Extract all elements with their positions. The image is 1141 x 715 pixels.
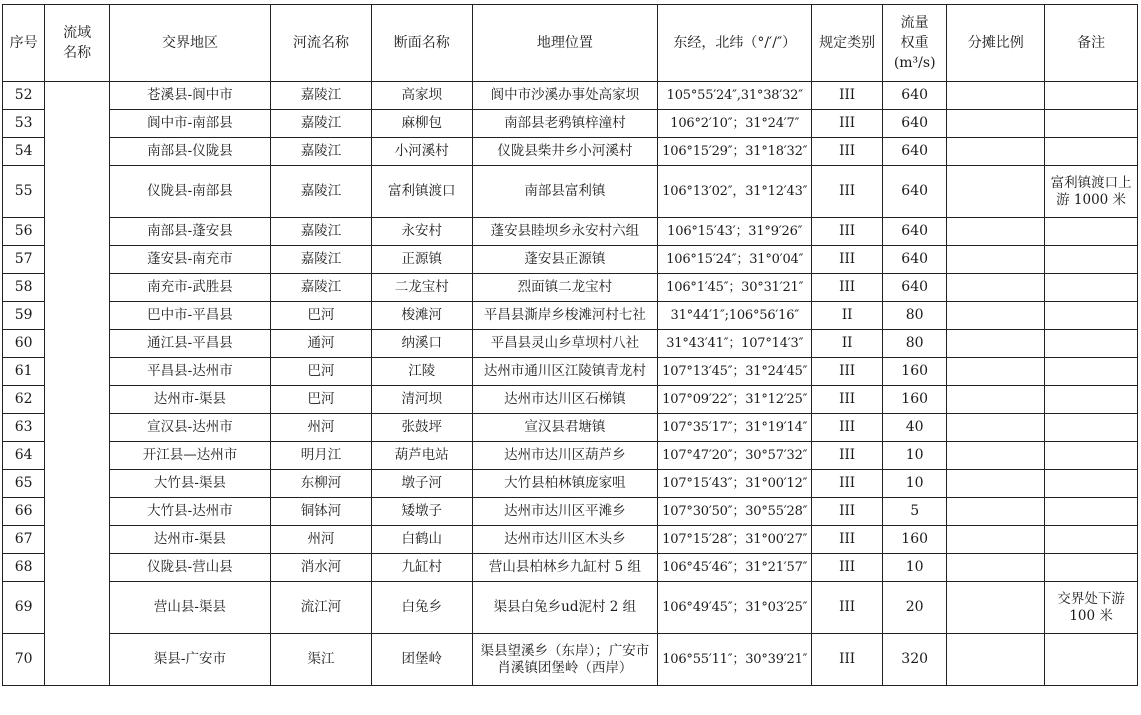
cell-river: 通河 (271, 330, 372, 358)
cell-coords: 106°1′45″；30°31′21″ (658, 274, 812, 302)
cell-river: 巴河 (271, 358, 372, 386)
cell-seq: 53 (3, 110, 45, 138)
cell-ratio (947, 634, 1045, 686)
cell-coords: 107°47′20″；30°57′32″ (658, 442, 812, 470)
cell-region: 开江县—达州市 (109, 442, 270, 470)
cell-coords: 106°55′11″；30°39′21″ (658, 634, 812, 686)
cell-category: II (812, 330, 883, 358)
table-row (3, 414, 1138, 442)
cell-category: III (812, 246, 883, 274)
cell-note (1045, 498, 1138, 526)
cell-category: II (812, 302, 883, 330)
cell-note (1045, 358, 1138, 386)
cell-ratio (947, 246, 1045, 274)
col-header-note: 备注 (1045, 5, 1138, 82)
cell-coords: 106°49′45″；31°03′25″ (658, 582, 812, 634)
cell-note (1045, 386, 1138, 414)
cell-river: 明月江 (271, 442, 372, 470)
table-row (3, 554, 1138, 582)
cell-river: 嘉陵江 (271, 82, 372, 110)
cell-region: 达州市-渠县 (109, 526, 270, 554)
cell-seq: 62 (3, 386, 45, 414)
cell-note: 富利镇渡口上游 1000 米 (1045, 166, 1138, 218)
cell-coords: 31°44′1″;106°56′16″ (658, 302, 812, 330)
cell-flow: 640 (882, 166, 947, 218)
cell-river: 铜钵河 (271, 498, 372, 526)
cell-river: 嘉陵江 (271, 218, 372, 246)
cell-ratio (947, 358, 1045, 386)
cell-river: 巴河 (271, 302, 372, 330)
cell-category: III (812, 634, 883, 686)
cell-location: 大竹县柏林镇庞家咀 (472, 470, 657, 498)
cell-region: 南充市-武胜县 (109, 274, 270, 302)
cell-coords: 107°15′43″；31°00′12″ (658, 470, 812, 498)
cell-category: III (812, 358, 883, 386)
cell-location: 渠县白兔乡ud泥村 2 组 (472, 582, 657, 634)
cell-coords: 107°15′28″；31°00′27″ (658, 526, 812, 554)
cell-flow: 640 (882, 218, 947, 246)
cell-region: 通江县-平昌县 (109, 330, 270, 358)
cell-category: III (812, 526, 883, 554)
cell-seq: 66 (3, 498, 45, 526)
cell-category: III (812, 582, 883, 634)
cell-region: 宣汉县-达州市 (109, 414, 270, 442)
cell-flow: 80 (882, 330, 947, 358)
cell-ratio (947, 330, 1045, 358)
table-row (3, 138, 1138, 166)
cell-category: III (812, 274, 883, 302)
cell-section: 小河溪村 (371, 138, 472, 166)
cell-section: 白鹤山 (371, 526, 472, 554)
cell-flow: 10 (882, 554, 947, 582)
cell-flow: 640 (882, 82, 947, 110)
cell-section: 高家坝 (371, 82, 472, 110)
cell-river: 消水河 (271, 554, 372, 582)
cell-river: 嘉陵江 (271, 166, 372, 218)
col-header-category: 规定类别 (812, 5, 883, 82)
cell-section: 矮墩子 (371, 498, 472, 526)
cell-flow: 640 (882, 274, 947, 302)
cell-category: III (812, 386, 883, 414)
table-row (3, 218, 1138, 246)
cell-region: 达州市-渠县 (109, 386, 270, 414)
cell-ratio (947, 82, 1045, 110)
cell-river: 渠江 (271, 634, 372, 686)
table-row (3, 470, 1138, 498)
data-table-sheet (2, 4, 1138, 686)
col-header-coords: 东经，北纬（°/′/″） (658, 5, 812, 82)
cell-river: 嘉陵江 (271, 110, 372, 138)
cell-coords: 106°2′10″；31°24′7″ (658, 110, 812, 138)
cell-note (1045, 218, 1138, 246)
cell-region: 仪陇县-营山县 (109, 554, 270, 582)
cell-note (1045, 470, 1138, 498)
cell-flow: 160 (882, 526, 947, 554)
cell-note (1045, 274, 1138, 302)
cell-ratio (947, 138, 1045, 166)
cell-section: 张鼓坪 (371, 414, 472, 442)
cell-coords: 106°15′43′；31°9′26″ (658, 218, 812, 246)
cell-coords: 107°30′50″；30°55′28″ (658, 498, 812, 526)
cell-note (1045, 634, 1138, 686)
cell-ratio (947, 582, 1045, 634)
col-header-location: 地理位置 (472, 5, 657, 82)
cell-category: III (812, 414, 883, 442)
cell-region: 蓬安县-南充市 (109, 246, 270, 274)
cell-seq: 61 (3, 358, 45, 386)
col-header-flow (882, 5, 947, 82)
cell-category: III (812, 166, 883, 218)
cell-ratio (947, 498, 1045, 526)
cell-note (1045, 246, 1138, 274)
cell-region: 苍溪县-阆中市 (109, 82, 270, 110)
cell-river: 州河 (271, 414, 372, 442)
cell-coords: 105°55′24″,31°38′32″ (658, 82, 812, 110)
cell-river: 州河 (271, 526, 372, 554)
cell-flow: 10 (882, 470, 947, 498)
cell-coords: 107°35′17″；31°19′14″ (658, 414, 812, 442)
cell-location: 平昌县澌岸乡梭滩河村七社 (472, 302, 657, 330)
cell-coords: 106°15′29″；31°18′32″ (658, 138, 812, 166)
cell-flow: 640 (882, 246, 947, 274)
cell-river: 嘉陵江 (271, 138, 372, 166)
cell-section: 梭滩河 (371, 302, 472, 330)
cell-location: 达州市通川区江陵镇青龙村 (472, 358, 657, 386)
cell-section: 葫芦电站 (371, 442, 472, 470)
cell-seq: 56 (3, 218, 45, 246)
cell-flow: 640 (882, 138, 947, 166)
table-row (3, 330, 1138, 358)
cell-coords: 107°09′22″；31°12′25″ (658, 386, 812, 414)
col-header-seq: 序号 (3, 5, 45, 82)
cell-location: 宣汉县君塘镇 (472, 414, 657, 442)
col-header-section: 断面名称 (371, 5, 472, 82)
cell-section: 清河坝 (371, 386, 472, 414)
cell-category: III (812, 470, 883, 498)
cell-ratio (947, 470, 1045, 498)
cell-seq: 54 (3, 138, 45, 166)
cell-note (1045, 138, 1138, 166)
col-header-region: 交界地区 (109, 5, 270, 82)
cell-river: 流江河 (271, 582, 372, 634)
cell-location: 烈面镇二龙宝村 (472, 274, 657, 302)
cell-location: 达州市达川区葫芦乡 (472, 442, 657, 470)
table-row (3, 82, 1138, 110)
table-row (3, 498, 1138, 526)
cell-ratio (947, 110, 1045, 138)
cell-flow: 40 (882, 414, 947, 442)
cell-location: 渠县望溪乡（东岸）；广安市肖溪镇团堡岭（西岸） (472, 634, 657, 686)
table-row (3, 166, 1138, 218)
header-row (3, 5, 1138, 82)
cell-seq: 67 (3, 526, 45, 554)
cell-seq: 55 (3, 166, 45, 218)
cell-section: 墩子河 (371, 470, 472, 498)
cell-seq: 64 (3, 442, 45, 470)
cell-section: 纳溪口 (371, 330, 472, 358)
cell-flow: 20 (882, 582, 947, 634)
cell-note (1045, 554, 1138, 582)
cell-ratio (947, 274, 1045, 302)
cell-section: 正源镇 (371, 246, 472, 274)
cell-flow: 80 (882, 302, 947, 330)
cell-note (1045, 330, 1138, 358)
cell-section: 麻柳包 (371, 110, 472, 138)
cell-location: 达州市达川区木头乡 (472, 526, 657, 554)
cell-seq: 65 (3, 470, 45, 498)
cell-ratio (947, 442, 1045, 470)
cell-location: 达州市达川区平滩乡 (472, 498, 657, 526)
cell-ratio (947, 554, 1045, 582)
table-row (3, 110, 1138, 138)
table-row (3, 358, 1138, 386)
cell-location: 达州市达川区石梯镇 (472, 386, 657, 414)
cell-region: 渠县-广安市 (109, 634, 270, 686)
col-header-ratio: 分摊比例 (947, 5, 1045, 82)
col-header-basin (45, 5, 110, 82)
cell-category: III (812, 218, 883, 246)
cell-location: 平昌县灵山乡草坝村八社 (472, 330, 657, 358)
table-row (3, 634, 1138, 686)
table-row (3, 526, 1138, 554)
cell-note (1045, 414, 1138, 442)
cell-section: 江陵 (371, 358, 472, 386)
header-flow-line3: (m³/s) (893, 55, 936, 71)
cell-note (1045, 302, 1138, 330)
cell-ratio (947, 166, 1045, 218)
table-row (3, 442, 1138, 470)
cell-section: 九缸村 (371, 554, 472, 582)
cell-ratio (947, 526, 1045, 554)
cell-section: 二龙宝村 (371, 274, 472, 302)
cell-region: 仪陇县-南部县 (109, 166, 270, 218)
cell-region: 营山县-渠县 (109, 582, 270, 634)
cell-flow: 160 (882, 386, 947, 414)
header-basin-line2: 名称 (63, 45, 92, 61)
header-basin-line1: 流域 (63, 25, 92, 41)
cell-section: 永安村 (371, 218, 472, 246)
cell-ratio (947, 218, 1045, 246)
cell-region: 阆中市-南部县 (109, 110, 270, 138)
cell-section: 富利镇渡口 (371, 166, 472, 218)
cell-note (1045, 82, 1138, 110)
cell-coords: 106°13′02″，31°12′43″ (658, 166, 812, 218)
cell-section: 白兔乡 (371, 582, 472, 634)
cell-coords: 107°13′45″；31°24′45″ (658, 358, 812, 386)
cell-seq: 59 (3, 302, 45, 330)
cell-location: 仪陇县柴井乡小河溪村 (472, 138, 657, 166)
cell-flow: 10 (882, 442, 947, 470)
cell-region: 南部县-仪陇县 (109, 138, 270, 166)
cell-seq: 68 (3, 554, 45, 582)
cell-region: 巴中市-平昌县 (109, 302, 270, 330)
cell-seq: 60 (3, 330, 45, 358)
cell-flow: 160 (882, 358, 947, 386)
cell-coords: 106°15′24″；31°0′04″ (658, 246, 812, 274)
cell-flow: 640 (882, 110, 947, 138)
cell-river: 东柳河 (271, 470, 372, 498)
cell-location: 南部县富利镇 (472, 166, 657, 218)
cell-seq: 69 (3, 582, 45, 634)
cell-category: III (812, 498, 883, 526)
cell-region: 大竹县-渠县 (109, 470, 270, 498)
cell-river: 巴河 (271, 386, 372, 414)
cell-note: 交界处下游 100 米 (1045, 582, 1138, 634)
cell-river: 嘉陵江 (271, 246, 372, 274)
table-row (3, 302, 1138, 330)
cell-seq: 70 (3, 634, 45, 686)
table-row (3, 274, 1138, 302)
header-flow-line2: 权重 (900, 35, 929, 51)
cell-category: III (812, 442, 883, 470)
cell-coords: 106°45′46″；31°21′57″ (658, 554, 812, 582)
header-flow-line1: 流量 (900, 15, 929, 31)
cell-category: III (812, 110, 883, 138)
cell-seq: 58 (3, 274, 45, 302)
cell-note (1045, 110, 1138, 138)
cell-location: 蓬安县睦坝乡永安村六组 (472, 218, 657, 246)
cell-region: 南部县-蓬安县 (109, 218, 270, 246)
cell-category: III (812, 554, 883, 582)
table-row (3, 386, 1138, 414)
cell-note (1045, 526, 1138, 554)
cell-seq: 63 (3, 414, 45, 442)
table-row (3, 246, 1138, 274)
cell-section: 团堡岭 (371, 634, 472, 686)
cell-region: 大竹县-达州市 (109, 498, 270, 526)
cell-location: 阆中市沙溪办事处高家坝 (472, 82, 657, 110)
cell-category: III (812, 138, 883, 166)
cell-flow: 320 (882, 634, 947, 686)
cell-basin-merged (45, 82, 110, 686)
cell-region: 平昌县-达州市 (109, 358, 270, 386)
cell-river: 嘉陵江 (271, 274, 372, 302)
cell-location: 营山县柏林乡九缸村 5 组 (472, 554, 657, 582)
cell-seq: 52 (3, 82, 45, 110)
cell-flow: 5 (882, 498, 947, 526)
cell-ratio (947, 414, 1045, 442)
table-row (3, 582, 1138, 634)
cell-location: 蓬安县正源镇 (472, 246, 657, 274)
cell-category: III (812, 82, 883, 110)
cell-location: 南部县老鸦镇梓潼村 (472, 110, 657, 138)
col-header-river: 河流名称 (271, 5, 372, 82)
cell-coords: 31°43′41″；107°14′3″ (658, 330, 812, 358)
cell-seq: 57 (3, 246, 45, 274)
boundary-section-table (2, 4, 1138, 686)
cell-ratio (947, 302, 1045, 330)
cell-note (1045, 442, 1138, 470)
cell-ratio (947, 386, 1045, 414)
